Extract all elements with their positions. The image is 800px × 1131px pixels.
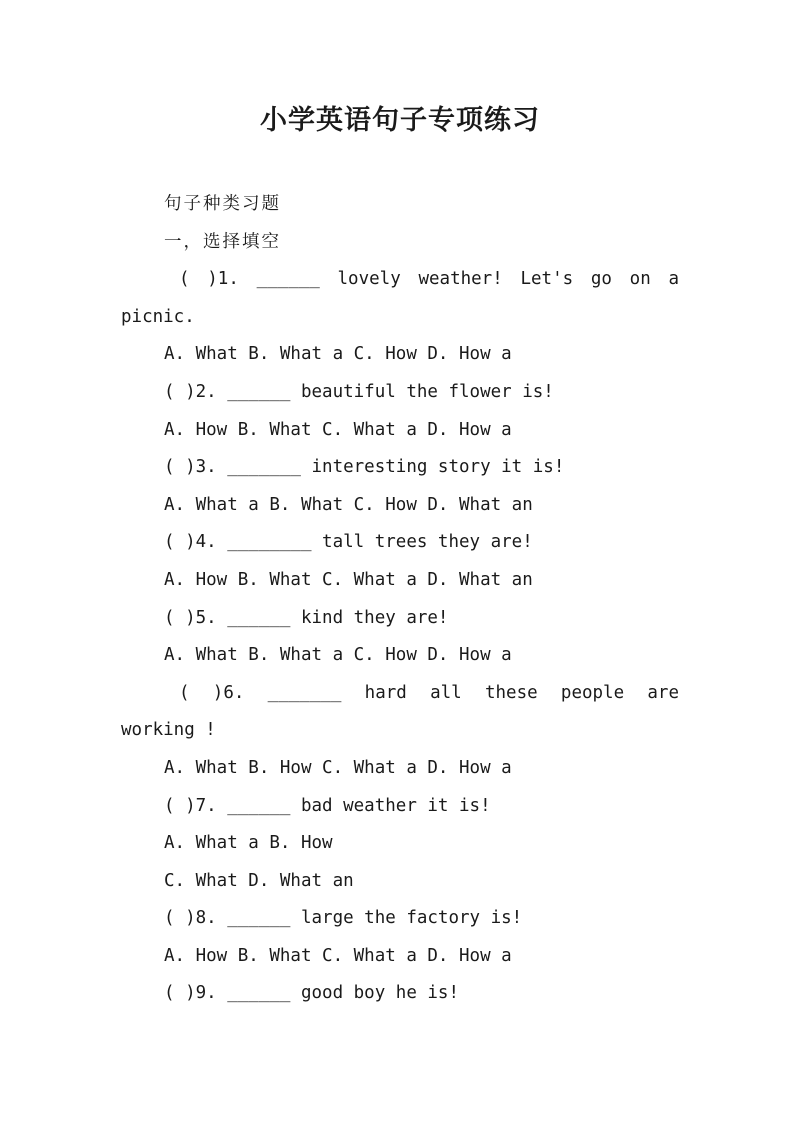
section-heading: 句子种类习题 [164, 194, 281, 214]
question-8-options: A. How B. What C. What a D. How a [164, 945, 512, 966]
question-9-stem: ( )9. ______ good boy he is! [164, 983, 460, 1004]
question-3-stem: ( )3. _______ interesting story it is! [164, 457, 565, 478]
question-8-stem: ( )8. ______ large the factory is! [164, 908, 523, 929]
question-2-stem: ( )2. ______ beautiful the flower is! [164, 381, 554, 402]
question-4-stem: ( )4. ________ tall trees they are! [164, 532, 533, 553]
page-title: 小学英语句子专项练习 [260, 105, 540, 136]
question-7-stem: ( )7. ______ bad weather it is! [164, 795, 491, 816]
question-1-options: A. What B. What a C. How D. How a [164, 344, 512, 365]
question-6-stem-continued: working ! [121, 720, 216, 741]
question-7-options-line1: A. What a B. How [164, 833, 333, 854]
question-5-options: A. What B. What a C. How D. How a [164, 645, 512, 666]
part-heading: 一，选择填空 [164, 231, 281, 252]
question-6-options: A. What B. How C. What a D. How a [164, 757, 512, 778]
question-2-options: A. How B. What C. What a D. How a [164, 419, 512, 440]
question-7-options-line2: C. What D. What an [164, 870, 354, 891]
question-4-options: A. How B. What C. What a D. What an [164, 569, 533, 590]
question-3-options: A. What a B. What C. How D. What an [164, 494, 533, 515]
exercise-body [121, 186, 679, 1013]
question-5-stem: ( )5. ______ kind they are! [164, 607, 449, 628]
question-1-stem-continued: picnic. [121, 306, 195, 327]
question-1-stem: ( )1. ______ lovely weather! Let's go on a [179, 269, 679, 290]
question-6-stem: ( )6. _______ hard all these people are [179, 682, 679, 703]
